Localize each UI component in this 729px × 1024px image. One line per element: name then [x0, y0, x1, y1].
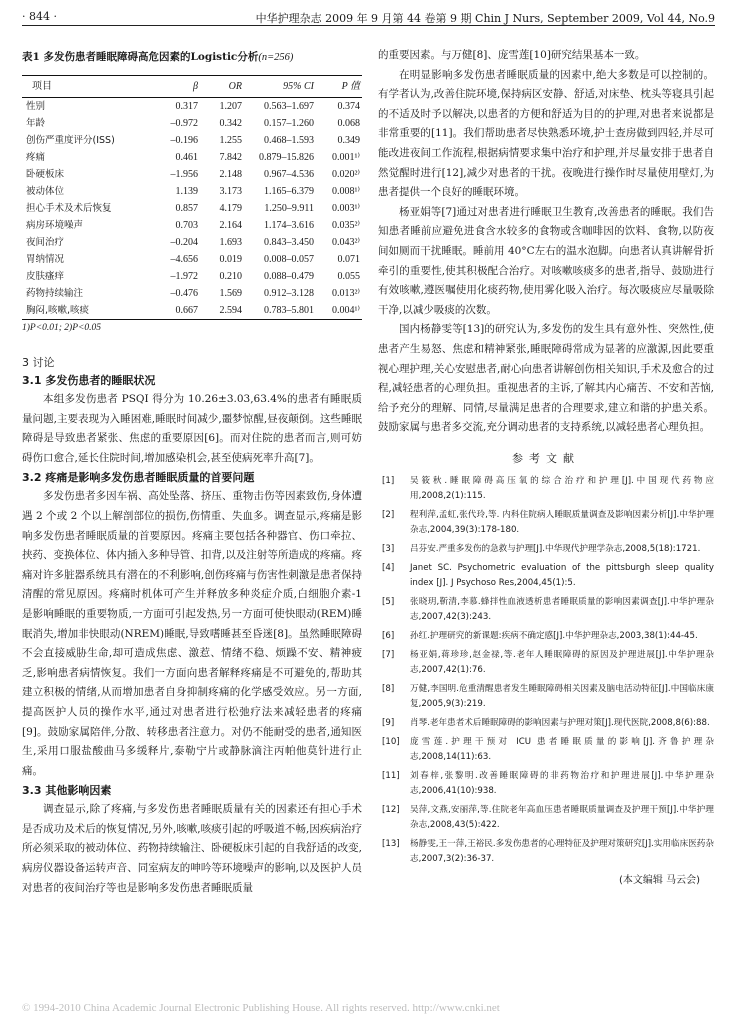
- reference-text: 孙红.护理研究的新课题:疾病不确定感[J].中华护理杂志,2003,38(1):44-45.: [410, 630, 698, 641]
- paragraph: 本组多发伤患者 PSQI 得分为 10.26±3.03,63.4%的患者有睡眠质量问题,主要表现为入睡困难,睡眠时间减少,噩梦惊醒,昼夜颠倒。这些睡眠障碍是导致患者紧张、焦虑的重要原因[6]。而对住院的患者而言,则可妨碍伤口愈合,延长住院时间,增加感染机会,甚至使病死率升高[7]。: [22, 393, 362, 464]
- table-sample-size: (n=256): [258, 52, 294, 63]
- table-cell: 0.004¹⁾: [332, 305, 360, 316]
- reference-number: [6]: [382, 630, 395, 641]
- table-row: [22, 251, 362, 268]
- table-cell: 0.013²⁾: [332, 288, 360, 299]
- table-cell: 0.468–1.593: [264, 135, 314, 146]
- table-cell: 0.210: [219, 271, 242, 282]
- table-cell: 7.842: [219, 152, 242, 163]
- table-cell: 0.157–1.260: [264, 118, 314, 129]
- subsection-heading-3-1: 3.1 多发伤患者的睡眠状况: [22, 374, 156, 387]
- table-row: [22, 132, 362, 149]
- reference-number: [8]: [382, 683, 395, 694]
- table-header-row: [22, 76, 362, 98]
- table-cell: 0.317: [175, 101, 198, 112]
- table-cell: 0.967–4.536: [264, 169, 314, 180]
- right-column: [378, 46, 714, 886]
- table-title: [22, 50, 362, 65]
- table-cell: 1.139: [175, 186, 198, 197]
- reference-number: [2]: [382, 509, 395, 520]
- table-cell: –0.972: [170, 118, 198, 129]
- table-cell: 0.349: [337, 135, 360, 146]
- table-cell: 1.255: [219, 135, 242, 146]
- table-cell: 0.071: [337, 254, 360, 265]
- reference-number: [10]: [382, 736, 400, 747]
- table-row: [22, 200, 362, 217]
- table-cell: 胃纳情况: [26, 254, 65, 265]
- col-header: 95% CI: [283, 81, 314, 92]
- table-cell: 0.008¹⁾: [332, 186, 360, 197]
- table-cell: 0.667: [175, 305, 198, 316]
- reference-text: 杨亚娟,蒋珍珍,赵金禄,等.老年人睡眠障碍的原因及护理进展[J].中华护理杂志,2007,42(1):76.: [410, 649, 714, 675]
- reference-number: [4]: [382, 562, 395, 573]
- table-cell: 病房环境噪声: [26, 220, 84, 231]
- table-row: [22, 183, 362, 200]
- col-header: 项目: [32, 81, 52, 92]
- paragraph: 杨亚娟等[7]通过对患者进行睡眠卫生教育,改善患者的睡眠。我们告知患者睡前应避免进食含水较多的食物或含咖啡因的饮料、食物,以防夜间如厕而干扰睡眠。睡前用 40°C左右的温水泡脚。向患者认真讲解骨折牵引的重要性,使其积极配合治疗。对咳嗽咳痰多的患者,指导、鼓励进行有效咳嗽,遵医嘱使用化痰药物,使用雾化吸入治疗。每次吸痰应尽量吸除干净,以减少吸痰的次数。: [378, 205, 714, 316]
- table-row: [22, 268, 362, 285]
- table-cell: 2.164: [219, 220, 242, 231]
- reference-text: 吴筱秋.睡眠障碍高压氧的综合治疗和护理[J].中国现代药物应用,2008,2(1):115.: [410, 475, 714, 501]
- table-row: [22, 166, 362, 183]
- reference-item: [378, 561, 714, 591]
- table-cell: 0.019: [219, 254, 242, 265]
- table-cell: 疼痛: [26, 152, 46, 163]
- table-cell: 0.008–0.057: [264, 254, 314, 265]
- copyright-footer: © 1994-2010 China Academic Journal Electronic Publishing House. All rights reserved. http://www.cnki.net: [22, 1002, 500, 1014]
- table-cell: 皮肤瘙痒: [26, 271, 65, 282]
- reference-item: [378, 542, 714, 557]
- reference-item: [378, 508, 714, 538]
- table-cell: 1.165–6.379: [264, 186, 314, 197]
- table-cell: 担心手术及术后恢复: [26, 203, 112, 214]
- table-cell: 1.207: [219, 101, 242, 112]
- table-cell: 3.173: [219, 186, 242, 197]
- table-cell: 药物持续输注: [26, 288, 84, 299]
- table-cell: –0.476: [170, 288, 198, 299]
- table-body: [22, 98, 362, 320]
- table-cell: 被动体位: [26, 186, 65, 197]
- reference-number: [13]: [382, 838, 400, 849]
- table-cell: 0.912–3.128: [264, 288, 314, 299]
- reference-item: [378, 629, 714, 644]
- reference-text: 张晓玥,靳清,李慕.蜂拌性血液透析患者睡眠质量的影响因素调查[J].中华护理杂志,2007,42(3):243.: [410, 596, 714, 622]
- table-cell: 性别: [26, 101, 46, 112]
- reference-list: [378, 474, 714, 867]
- reference-number: [12]: [382, 804, 400, 815]
- paragraph: 调查显示,除了疼痛,与多发伤患者睡眠质量有关的因素还有担心手术是否成功及术后的恢复情况,另外,咳嗽,咳痰引起的呼吸道不畅,因疾病治疗所必须采取的被动体位、药物持续输注、卧硬板床引起的自我舒适的改变,病房仪器设备运转声音、同室病友的呻吟等环境噪声的影响,以及医护人员对患者的夜间治疗等也是影响多发伤患者睡眠质量: [22, 803, 362, 894]
- reference-item: [378, 735, 714, 765]
- reference-number: [5]: [382, 596, 395, 607]
- table-cell: 1.569: [219, 288, 242, 299]
- reference-item: [378, 648, 714, 678]
- table-cell: 0.342: [219, 118, 242, 129]
- table-cell: 0.020²⁾: [332, 169, 360, 180]
- reference-item: [378, 803, 714, 833]
- table-cell: 0.843–3.450: [264, 237, 314, 248]
- table-cell: 年龄: [26, 118, 46, 129]
- table-cell: –0.196: [170, 135, 198, 146]
- page-number: · 844 ·: [22, 10, 57, 23]
- table-row: [22, 98, 362, 116]
- table-cell: 胸闷,咳嗽,咳痰: [26, 305, 90, 316]
- reference-item: [378, 474, 714, 504]
- table-cell: 0.374: [337, 101, 360, 112]
- col-header: β: [193, 81, 198, 92]
- reference-number: [1]: [382, 475, 395, 486]
- table-cell: 0.088–0.479: [264, 271, 314, 282]
- paragraph: 国内杨静雯等[13]的研究认为,多发伤的发生具有意外性、突然性,使患者产生易怒、焦虑和精神紧张,睡眠障碍常成为显著的应激源,因此要重视心理护理,关心安慰患者,耐心向患者讲解创伤相关知识,手术及愈合的过程,减轻患者的心理负担。重视患者的主诉,了解其内心痛苦、不安和苦恼,给予充分的理解、同情,尽量满足患者的合理要求,建立和谐的护患关系。鼓励家属与患者多交流,充分调动患者的支持系统,以减轻患者心理负担。: [378, 323, 714, 434]
- table-cell: 卧硬板床: [26, 169, 65, 180]
- table-cell: –0.204: [170, 237, 198, 248]
- table-footnote: 1)P<0.01; 2)P<0.05: [22, 323, 102, 333]
- reference-text: Janet SC. Psychometric evaluation of the pittsburgh sleep quality index [J]. J Psychoso Res,2004,45(1):5.: [410, 562, 714, 588]
- paragraph: 多发伤患者多因车祸、高处坠落、挤压、重物击伤等因素致伤,身体遭遇 2 个或 2 个以上解剖部位的损伤,伤情重、失血多。调查显示,疼痛是影响多发伤患者睡眠质量的首要原因。疼痛主要包括各种器官、伤口牵拉、挟药、变换体位、体内插入多种导管、扣背,以及注射等所造成的疼痛。疼痛对许多脏器系统具有潜在的不利影响,创伤疼痛与伤害性刺激是患者保持清醒的常见原因。疼痛时机体可产生并释放多种炎症介质,白细胞介素-1 是影响睡眠的重要物质,一方面可引起发热,另一方面可使快眼动(REM)睡眠消失,增加非快眼动(NREM)睡眠,导致嗜睡甚至昏迷[8]。虽然睡眠障碍不会直接威胁生命,却可造成焦虑、激惹、情绪不稳、烦躁不安、精神疲乏,影响患者病情恢复。我们一方面向患者解释疼痛是不可避免的,帮助其建立积极的情绪,从而增加患者自身抑制疼痛的化学感受效应。另一方面,提高医护人员的操作水平,通过对患者进行松弛疗法来减轻患者的疼痛[9]。鼓励家属陪伴,分散、转移患者注意力。对仍不能耐受的患者,通知医生,采用口服盐酸曲马多缓释片,泰勒宁片或静脉滴注丙帕他莫针进行止痛。: [22, 490, 362, 777]
- table-cell: 0.783–5.801: [264, 305, 314, 316]
- table-row: [22, 285, 362, 302]
- table-row: [22, 302, 362, 320]
- table-cell: –4.656: [170, 254, 198, 265]
- table-row: [22, 115, 362, 132]
- table-title-text: 表1 多发伤患者睡眠障碍高危因素的Logistic分析: [22, 51, 259, 63]
- table-cell: 1.693: [219, 237, 242, 248]
- reference-item: [378, 716, 714, 731]
- reference-text: 万健,李国明.危重清醒患者发生睡眠障碍相关因素及脑电活动特征[J].中国临床康复,2005,9(3):219.: [410, 683, 714, 709]
- subsection-heading-3-3: 3.3 其他影响因素: [22, 784, 112, 798]
- section-heading-discussion: 3 讨论: [22, 356, 55, 369]
- reference-text: 庞雪莲.护理干预对 ICU 患者睡眠质量的影响[J].齐鲁护理杂志,2008,14(11):63.: [410, 736, 714, 762]
- reference-item: [378, 769, 714, 799]
- logistic-table: [22, 75, 362, 320]
- table-cell: 0.857: [175, 203, 198, 214]
- left-column: [22, 50, 362, 898]
- table-cell: 0.563–1.697: [264, 101, 314, 112]
- table-cell: 0.001¹⁾: [332, 152, 360, 163]
- table-cell: 1.174–3.616: [264, 220, 314, 231]
- table-row: [22, 149, 362, 166]
- table-cell: 2.594: [219, 305, 242, 316]
- table-cell: –1.956: [170, 169, 198, 180]
- subsection-heading-3-2: 3.2 疼痛是影响多发伤患者睡眠质量的首要问题: [22, 471, 255, 485]
- table-cell: 创伤严重度评分(ISS): [26, 135, 115, 146]
- table-cell: 0.879–15.826: [259, 152, 314, 163]
- reference-number: [9]: [382, 717, 395, 728]
- table-cell: 0.003¹⁾: [332, 203, 360, 214]
- table-cell: 0.035²⁾: [332, 220, 360, 231]
- reference-item: [378, 682, 714, 712]
- reference-text: 吴萍,文燕,安丽萍,等.住院老年高血压患者睡眠质量调查及护理干预[J].中华护理杂志,2008,43(5):422.: [410, 804, 714, 830]
- reference-text: 刘春梓,张黎明.改善睡眠障碍的非药物治疗和护理进展[J].中华护理杂志,2006,41(10):938.: [410, 770, 714, 796]
- col-header: OR: [228, 81, 242, 92]
- editor-note: (本文编辑 马云会): [619, 874, 700, 886]
- table-cell: 0.055: [337, 271, 360, 282]
- running-header: [22, 8, 715, 26]
- reference-number: [3]: [382, 543, 395, 554]
- table-cell: 0.068: [337, 118, 360, 129]
- reference-number: [11]: [382, 770, 400, 781]
- paragraph: 在明显影响多发伤患者睡眠质量的因素中,绝大多数是可以控制的。有学者认为,改善住院环境,保持病区安静、舒适,对床垫、枕头等寝具引起的不适及时予以解决,以患者的方便和舒适为目的的护理,对患者来说都是非常重要的[11]。我们帮助患者尽快熟悉环境,护士查房做到四轻,并尽可能改进夜间工作流程,根据病情要求集中治疗和护理,并尽量安排于患者自然觉醒时进行[12],减少对患者的干扰。夜晚进行操作时尽量使用壁灯,为患者提供一个良好的睡眠环境。: [378, 68, 714, 199]
- table-row: [22, 217, 362, 234]
- reference-text: 杨静雯,王一萍,王裕民.多发伤患者的心理特征及护理对策研究[J].实用临床医药杂志,2007,3(2):36-37.: [410, 838, 714, 864]
- reference-number: [7]: [382, 649, 395, 660]
- table-cell: 4.179: [219, 203, 242, 214]
- col-header: P 值: [341, 81, 360, 92]
- table-cell: –1.972: [170, 271, 198, 282]
- reference-text: 吕芬安.严重多发伤的急救与护理[J].中华现代护理学杂志,2008,5(18):1721.: [410, 543, 701, 554]
- references-heading: 参考文献: [512, 451, 580, 465]
- table-cell: 0.703: [175, 220, 198, 231]
- journal-citation: 中华护理杂志 2009 年 9 月第 44 卷第 9 期 Chin J Nurs, September 2009, Vol 44, No.9: [255, 12, 715, 25]
- paragraph: 的重要因素。与万健[8]、庞雪莲[10]研究结果基本一致。: [378, 49, 646, 61]
- table-cell: 1.250–9.911: [264, 203, 314, 214]
- table-cell: 0.461: [175, 152, 198, 163]
- table-cell: 夜间治疗: [26, 237, 65, 248]
- reference-text: 肖琴.老年患者术后睡眠障碍的影响因素与护理对策[J].现代医院,2008,8(6):88.: [410, 717, 710, 728]
- reference-text: 程利萍,孟虹,张代玲,等. 内科住院病人睡眠质量调查及影响因素分析[J].中华护理杂志,2004,39(3):178-180.: [410, 509, 714, 535]
- reference-item: [378, 837, 714, 867]
- reference-item: [378, 595, 714, 625]
- table-row: [22, 234, 362, 251]
- table-cell: 0.043²⁾: [332, 237, 360, 248]
- table-cell: 2.148: [219, 169, 242, 180]
